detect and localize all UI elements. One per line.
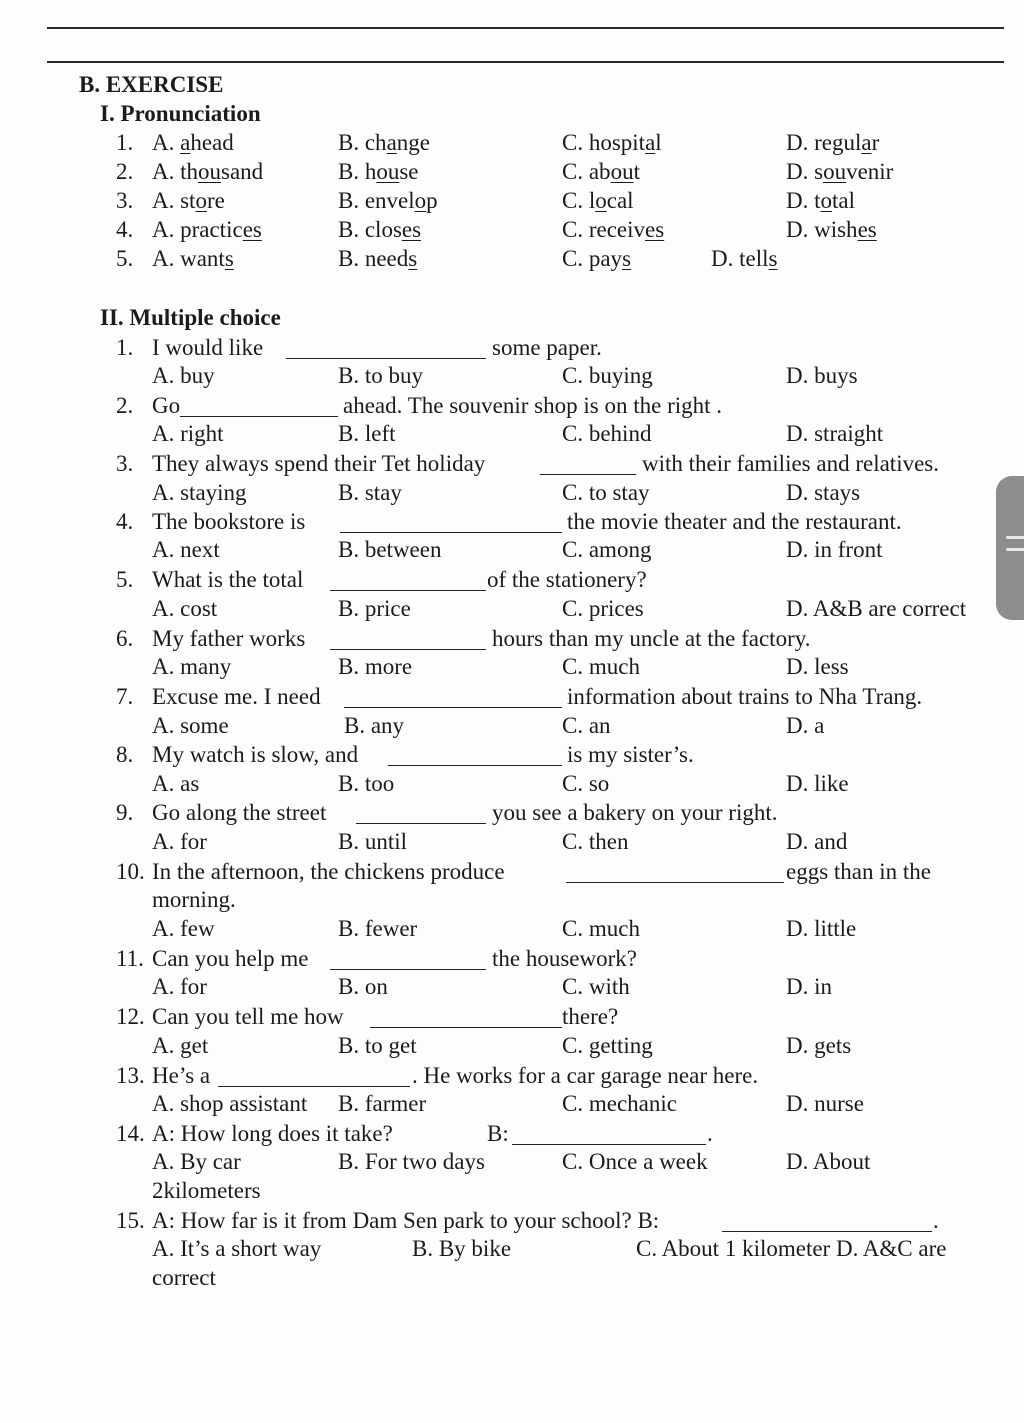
question-text: Excuse me. I need: [152, 684, 321, 709]
option-b[interactable]: B. For two days: [338, 1149, 485, 1174]
option-c[interactable]: C. then: [562, 829, 629, 854]
option-b[interactable]: B. stay: [338, 480, 402, 505]
option-d[interactable]: D. and: [786, 829, 848, 854]
option-b[interactable]: B. left: [338, 421, 396, 446]
option-c[interactable]: C. prices: [562, 596, 644, 621]
answer-blank[interactable]: [330, 969, 486, 970]
question-number: 13.: [116, 1063, 145, 1088]
option-d[interactable]: D. in front: [786, 537, 883, 562]
option-a[interactable]: A. right: [152, 421, 224, 446]
option-c: C. receives: [562, 217, 665, 242]
option-b[interactable]: B. on: [338, 974, 388, 999]
option-c[interactable]: C. with: [562, 974, 630, 999]
option-d: D. regular: [786, 130, 880, 155]
question-text: the movie theater and the restaurant.: [567, 509, 902, 534]
option-b: B. envelop: [338, 188, 438, 213]
option-d[interactable]: D. in: [786, 974, 832, 999]
item-number: 4.: [116, 217, 134, 242]
option-c[interactable]: C. getting: [562, 1033, 653, 1058]
side-panel-handle[interactable]: [996, 476, 1024, 620]
option-d[interactable]: D. A&B are correct: [786, 596, 967, 621]
option-b[interactable]: B. any: [344, 713, 405, 738]
item-number: 3.: [116, 188, 134, 213]
option-d-continued: 2kilometers: [152, 1178, 261, 1203]
question-text: information about trains to Nha Trang.: [567, 684, 923, 709]
option-d: D. souvenir: [786, 159, 894, 184]
option-b[interactable]: B. price: [338, 596, 411, 621]
option-d: D. tells: [711, 246, 778, 271]
answer-blank[interactable]: [388, 765, 562, 766]
option-d[interactable]: D. stays: [786, 480, 861, 505]
option-c[interactable]: C. so: [562, 771, 610, 796]
question-text: Go: [152, 393, 181, 418]
question-text: My watch is slow, and: [152, 742, 359, 767]
question-text: A: How long does it take?: [152, 1121, 393, 1146]
option-a: A. thousand: [152, 159, 264, 184]
option-a[interactable]: A. for: [152, 829, 207, 854]
question-number: 2.: [116, 393, 134, 418]
question-text: What is the total: [152, 567, 304, 592]
section-title: B. EXERCISE: [79, 72, 224, 97]
question-text: I would like: [152, 335, 264, 360]
option-c[interactable]: C. among: [562, 537, 652, 562]
handle-bar-icon: [1006, 548, 1024, 551]
question-text: the housework?: [492, 946, 637, 971]
question-number: 3.: [116, 451, 134, 476]
answer-blank[interactable]: [566, 882, 784, 883]
option-b[interactable]: B. farmer: [338, 1091, 427, 1116]
answer-blank[interactable]: [340, 532, 562, 533]
question-number: 8.: [116, 742, 134, 767]
question-number: 14.: [116, 1121, 145, 1146]
question-text: Can you tell me how: [152, 1004, 344, 1029]
answer-blank[interactable]: [722, 1231, 932, 1232]
option-b: B. change: [338, 130, 430, 155]
option-a[interactable]: A. cost: [152, 596, 218, 621]
option-c[interactable]: C. Once a week: [562, 1149, 708, 1174]
question-number: 6.: [116, 626, 134, 651]
question-text: . He works for a car garage near here.: [412, 1063, 759, 1088]
option-d[interactable]: D. little: [786, 916, 857, 941]
question-number: 12.: [116, 1004, 145, 1029]
question-text: B:: [487, 1121, 509, 1146]
option-b[interactable]: B. to get: [338, 1033, 417, 1058]
option-d[interactable]: D. less: [786, 654, 849, 679]
option-a: A. ahead: [152, 130, 234, 155]
option-c[interactable]: C. much: [562, 916, 640, 941]
option-a[interactable]: A. few: [152, 916, 215, 941]
question-text: ahead. The souvenir shop is on the right .: [343, 393, 723, 418]
option-a[interactable]: A. It’s a short way: [152, 1236, 322, 1261]
answer-blank[interactable]: [286, 358, 486, 359]
option-a[interactable]: A. many: [152, 654, 232, 679]
item-number: 2.: [116, 159, 134, 184]
option-c: C. pays: [562, 246, 632, 271]
option-d: D. wishes: [786, 217, 877, 242]
option-b[interactable]: B. to buy: [338, 363, 423, 388]
option-d[interactable]: D. buys: [786, 363, 858, 388]
option-c[interactable]: C. About 1 kilometer D. A&C are: [636, 1236, 947, 1261]
question-number: 15.: [116, 1208, 145, 1233]
option-a[interactable]: A. By car: [152, 1149, 241, 1174]
option-c: C. local: [562, 188, 634, 213]
question-text: .: [933, 1208, 939, 1233]
option-d[interactable]: D. a: [786, 713, 825, 738]
option-a[interactable]: A. buy: [152, 363, 215, 388]
answer-blank[interactable]: [180, 416, 338, 417]
option-c[interactable]: C. much: [562, 654, 640, 679]
option-a: A. store: [152, 188, 225, 213]
item-number: 5.: [116, 246, 134, 271]
option-d[interactable]: D. About: [786, 1149, 871, 1174]
question-text: some paper.: [492, 335, 602, 360]
question-text: eggs than in the: [786, 859, 931, 884]
question-text: They always spend their Tet holiday: [152, 451, 486, 476]
answer-blank[interactable]: [330, 590, 486, 591]
question-text: you see a bakery on your right.: [492, 800, 778, 825]
option-c-continued: correct: [152, 1265, 216, 1290]
option-c[interactable]: C. buying: [562, 363, 653, 388]
question-text: of the stationery?: [487, 567, 647, 592]
answer-blank[interactable]: [512, 1144, 706, 1145]
answer-blank[interactable]: [344, 707, 562, 708]
option-c: C. about: [562, 159, 640, 184]
question-number: 1.: [116, 335, 134, 360]
option-c[interactable]: C. mechanic: [562, 1091, 677, 1116]
multiple-choice-title: II. Multiple choice: [100, 305, 281, 330]
option-d: D. total: [786, 188, 855, 213]
top-rule-1: [47, 27, 1004, 29]
question-number: 10.: [116, 859, 145, 884]
option-c[interactable]: C. an: [562, 713, 611, 738]
answer-blank[interactable]: [330, 649, 486, 650]
option-b: B. needs: [338, 246, 418, 271]
option-a[interactable]: A. next: [152, 537, 220, 562]
question-number: 4.: [116, 509, 134, 534]
item-number: 1.: [116, 130, 134, 155]
question-text: with their families and relatives.: [642, 451, 939, 476]
question-text: In the afternoon, the chickens produce: [152, 859, 505, 884]
question-number: 5.: [116, 567, 134, 592]
option-d[interactable]: D. straight: [786, 421, 884, 446]
question-text: He’s a: [152, 1063, 211, 1088]
option-b: B. closes: [338, 217, 422, 242]
top-rule-2: [47, 61, 1004, 63]
answer-blank[interactable]: [370, 1027, 562, 1028]
question-text: The bookstore is: [152, 509, 306, 534]
question-text: is my sister’s.: [567, 742, 694, 767]
option-b[interactable]: B. until: [338, 829, 408, 854]
option-b[interactable]: B. fewer: [338, 916, 418, 941]
option-d[interactable]: D. gets: [786, 1033, 852, 1058]
handle-bar-icon: [1006, 536, 1024, 539]
option-a[interactable]: A. get: [152, 1033, 209, 1058]
question-text: .: [707, 1121, 713, 1146]
option-d[interactable]: D. like: [786, 771, 849, 796]
option-a: A. wants: [152, 246, 234, 271]
option-a[interactable]: A. shop assistant: [152, 1091, 308, 1116]
option-a[interactable]: A. as: [152, 771, 200, 796]
question-number: 11.: [116, 946, 144, 971]
answer-blank[interactable]: [218, 1086, 410, 1087]
option-c[interactable]: C. to stay: [562, 480, 650, 505]
option-a[interactable]: A. for: [152, 974, 207, 999]
option-a[interactable]: A. some: [152, 713, 229, 738]
question-text: A: How far is it from Dam Sen park to your school? B:: [152, 1208, 660, 1233]
option-b[interactable]: B. too: [338, 771, 395, 796]
question-text: Go along the street: [152, 800, 327, 825]
question-text: there?: [562, 1004, 619, 1029]
question-text: Can you help me: [152, 946, 309, 971]
answer-blank[interactable]: [540, 474, 636, 475]
question-text: hours than my uncle at the factory.: [492, 626, 811, 651]
answer-blank[interactable]: [356, 823, 486, 824]
option-a[interactable]: A. staying: [152, 480, 247, 505]
option-a: A. practices: [152, 217, 262, 242]
option-b[interactable]: B. between: [338, 537, 442, 562]
option-d[interactable]: D. nurse: [786, 1091, 864, 1116]
option-b[interactable]: B. By bike: [412, 1236, 512, 1261]
option-c: C. hospital: [562, 130, 662, 155]
option-b[interactable]: B. more: [338, 654, 413, 679]
option-b: B. house: [338, 159, 419, 184]
question-number: 7.: [116, 684, 134, 709]
pronunciation-title: I. Pronunciation: [100, 101, 261, 126]
question-text: My father works: [152, 626, 306, 651]
question-text-continued: morning.: [152, 887, 236, 912]
question-number: 9.: [116, 800, 134, 825]
option-c[interactable]: C. behind: [562, 421, 652, 446]
